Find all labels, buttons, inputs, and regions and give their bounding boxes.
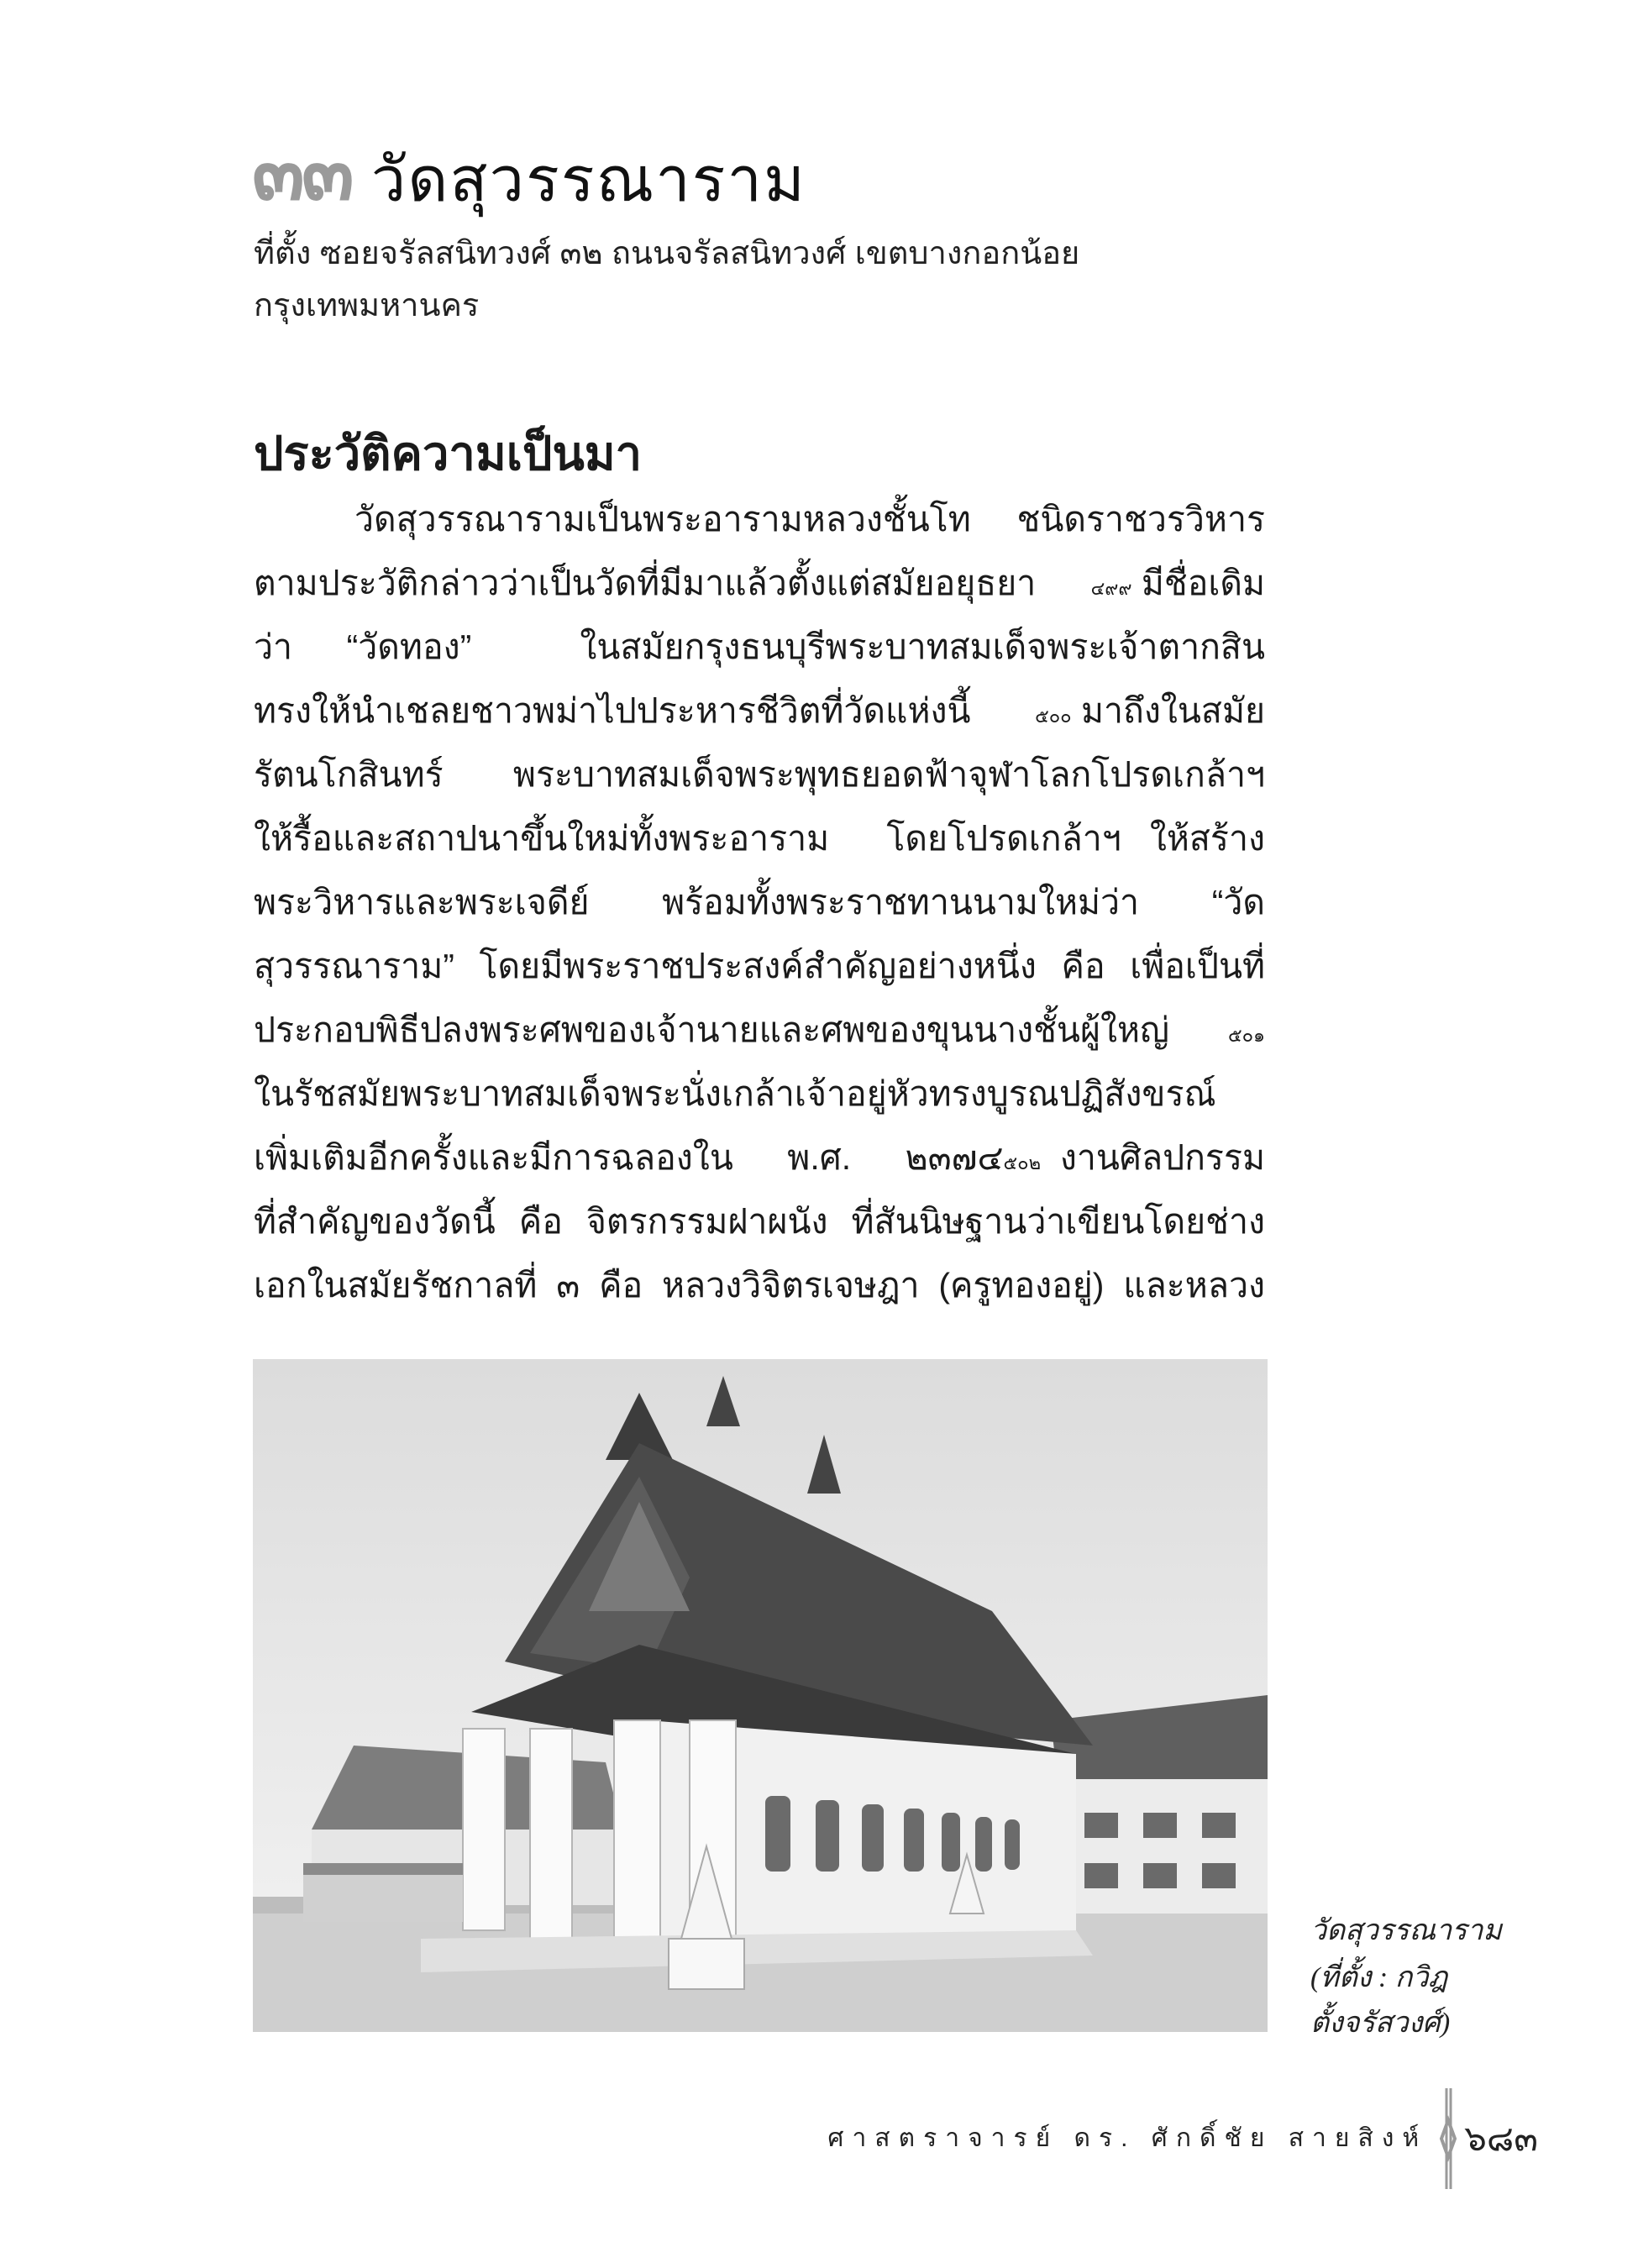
address-line-2: กรุงเทพมหานคร (254, 288, 480, 323)
address-line-1: ที่ตั้ง ซอยจรัลสนิทวงศ์ ๓๒ ถนนจรัลสนิทวงศ์ เขตบางกอกน้อย (254, 236, 1080, 271)
body-line-text: เพิ่มเติมอีกครั้งและมีการฉลองใน พ.ศ. ๒๓๗๔ (254, 1138, 1004, 1177)
body-line (254, 942, 1265, 1006)
title-row (252, 130, 806, 216)
temple-photo (253, 1359, 1268, 2032)
body-line-text: ในรัชสมัยพระบาทสมเด็จพระนั่งเกล้าเจ้าอยู่หัวทรงบูรณปฏิสังขรณ์ (254, 1074, 1216, 1113)
section-heading: ประวัติความเป็นมา (254, 427, 643, 480)
footer-diamond-divider-icon (1439, 2088, 1457, 2189)
body-line-text: สุวรรณาราม” โดยมีพระราชประสงค์สำคัญอย่างหนึ่ง คือ เพื่อเป็นที่ (254, 947, 1265, 985)
page-title: วัดสุวรรณาราม (370, 146, 806, 215)
body-line (254, 1070, 1265, 1134)
body-line-text: เอกในสมัยรัชกาลที่ ๓ คือ หลวงวิจิตรเจษฎา (ครูทองอยู่) และหลวง (254, 1266, 1265, 1305)
body-line (254, 751, 1265, 815)
body-line-text: ให้รื้อและสถาปนาขึ้นใหม่ทั้งพระอาราม โดยโปรดเกล้าฯ ให้สร้าง (254, 819, 1265, 858)
body-line-text: พระวิหารและพระเจดีย์ พร้อมทั้งพระราชทานนามใหม่ว่า “วัด (254, 883, 1265, 921)
photo-caption-credit: (ที่ตั้ง : กวิฎ (1310, 1962, 1448, 1993)
body-line-text: ที่สำคัญของวัดนี้ คือ จิตรกรรมฝาผนัง ที่สันนิษฐานว่าเขียนโดยช่าง (254, 1202, 1265, 1241)
photo-caption-credit-cont: ตั้งจรัสวงศ์) (1310, 2008, 1451, 2039)
body-line-text: วัดสุวรรณารามเป็นพระอารามหลวงชั้นโท ชนิดราชวรวิหาร (354, 500, 1265, 538)
body-line (254, 1262, 1265, 1326)
photo-caption-title: วัดสุวรรณาราม (1310, 1915, 1502, 1946)
body-line (254, 879, 1265, 942)
body-line (254, 623, 1265, 687)
body-line (254, 496, 1265, 559)
page-number: ๖๘๓ (1464, 2118, 1538, 2158)
body-line: ประกอบพิธีปลงพระศพของเจ้านายและศพของขุนนางชั้นผู้ใหญ่ ๕๐๑ (254, 1006, 1265, 1070)
footer-author: ศาสตราจารย์ ดร. ศักดิ์ชัย สายสิงห์ (827, 2124, 1428, 2152)
body-line-text: ตามประวัติกล่าวว่าเป็นวัดที่มีมาแล้วตั้งแต่สมัยอยุธยา (254, 564, 1037, 602)
body-line: ทรงให้นำเชลยชาวพม่าไปประหารชีวิตที่วัดแห่งนี้ ๕๐๐ มาถึงในสมัย (254, 687, 1265, 751)
chapter-number-ornament: ๓๓ (252, 130, 351, 216)
body-line (254, 1198, 1265, 1262)
body-line-text: ประกอบพิธีปลงพระศพของเจ้านายและศพของขุนนางชั้นผู้ใหญ่ (254, 1011, 1169, 1049)
body-line: ตามประวัติกล่าวว่าเป็นวัดที่มีมาแล้วตั้งแต่สมัยอยุธยา ๔๙๙ มีชื่อเดิม (254, 559, 1265, 623)
body-line-continuation: มีชื่อเดิม (1131, 564, 1265, 602)
body-text (254, 496, 1265, 1326)
page-footer (827, 2088, 1538, 2189)
body-line (254, 815, 1265, 879)
body-line-text: รัตนโกสินทร์ พระบาทสมเด็จพระพุทธยอดฟ้าจุฬาโลกโปรดเกล้าฯ (254, 755, 1265, 794)
body-line-continuation: งานศิลปกรรม (1041, 1138, 1265, 1177)
body-line-text: ว่า “วัดทอง” ในสมัยกรุงธนบุรีพระบาทสมเด็จพระเจ้าตากสิน (254, 627, 1265, 666)
body-line-continuation: มาถึงในสมัย (1071, 691, 1265, 730)
body-line: เพิ่มเติมอีกครั้งและมีการฉลองใน พ.ศ. ๒๓๗๔ ๕๐๒ งานศิลปกรรม (254, 1134, 1265, 1198)
body-line-text: ทรงให้นำเชลยชาวพม่าไปประหารชีวิตที่วัดแห่งนี้ (254, 691, 971, 730)
